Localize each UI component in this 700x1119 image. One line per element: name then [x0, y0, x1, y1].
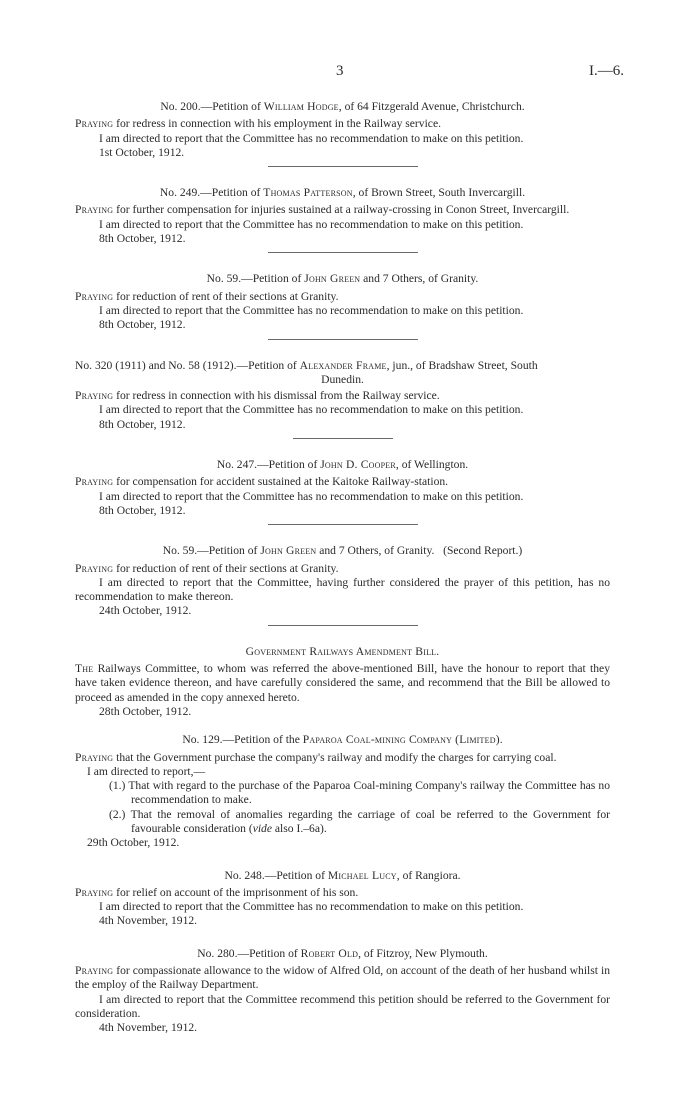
petition-heading: No. 320 (1911) and No. 58 (1912).—Petition of Alexander Frame, jun., of Bradshaw Street, South — [75, 358, 538, 372]
report-date: 8th October, 1912. — [99, 232, 186, 246]
report-date: 4th November, 1912. — [99, 914, 198, 928]
petition-heading: No. 247.—Petition of John D. Cooper, of Wellington. — [216, 458, 469, 472]
petition-heading-continued: Dunedin. — [321, 372, 364, 386]
praying-text: Praying for relief on account of the imprisonment of his son. — [75, 885, 359, 899]
section-divider — [293, 438, 393, 439]
petitioner-name: John Green — [304, 272, 361, 286]
report-text: I am directed to report that the Committee recommend this petition should be referred to the Government for consideration. — [75, 992, 610, 1020]
petition-heading: No. 59.—Petition of John Green and 7 Others, of Granity. — [206, 272, 479, 286]
spacer — [75, 929, 610, 947]
petition-heading: No. 249.—Petition of Thomas Patterson, of Brown Street, South Invercargill. — [159, 186, 526, 200]
petition-entry — [75, 359, 610, 439]
section-divider — [268, 166, 418, 167]
document-body — [75, 100, 610, 1036]
bill-title: Government Railways Amendment Bill. — [245, 644, 440, 658]
petition-heading: No. 200.—Petition of William Hodge, of 64 Fitzgerald Avenue, Christchurch. — [160, 100, 525, 113]
report-text: I am directed to report that the Committee has no recommendation to make on this petition. — [99, 489, 524, 503]
report-text: I am directed to report,— — [87, 764, 206, 778]
petition-entry — [75, 869, 610, 947]
paper-reference: I.—6. — [589, 63, 624, 79]
report-text: I am directed to report that the Committee has no recommendation to make on this petition. — [99, 900, 524, 914]
section-divider — [268, 524, 418, 525]
report-text: I am directed to report that the Committee has no recommendation to make on this petition. — [99, 303, 524, 317]
praying-text: Praying that the Government purchase the company's railway and modify the charges for carrying coal. — [75, 750, 557, 764]
petition-entry — [75, 733, 610, 868]
report-date: 4th November, 1912. — [99, 1021, 198, 1035]
page-number: 3 — [336, 63, 344, 79]
petition-entry — [75, 544, 610, 625]
list-item: (2.) That the removal of anomalies regarding the carriage of coal be referred to the Government for favourable consideration (vide also I.–6a). — [109, 807, 610, 835]
report-date: 28th October, 1912. — [99, 704, 192, 718]
praying-text: Praying for further compensation for injuries sustained at a railway-crossing in Conon Street, Invercargill. — [75, 203, 570, 217]
report-text: I am directed to report that the Committee has no recommendation to make on this petition. — [99, 131, 524, 145]
praying-text: Praying for compassionate allowance to the widow of Alfred Old, on account of the death of her husband whilst in the employ of the Railway Department. — [75, 964, 610, 992]
report-date: 8th October, 1912. — [99, 503, 186, 517]
petitioner-name: Michael Lucy — [327, 868, 397, 882]
praying-text: Praying for redress in connection with his employment in the Railway service. — [75, 117, 441, 131]
praying-text: Praying for reduction of rent of their sections at Granity. — [75, 561, 339, 575]
report-text: I am directed to report that the Committee has no recommendation to make on this petition. — [99, 403, 524, 417]
spacer — [75, 719, 610, 733]
petition-entry — [75, 272, 610, 339]
report-date: 29th October, 1912. — [87, 836, 180, 850]
petition-heading: No. 248.—Petition of Michael Lucy, of Rangiora. — [224, 868, 461, 882]
petition-heading: No. 280.—Petition of Robert Old, of Fitzroy, New Plymouth. — [197, 946, 488, 960]
spacer — [75, 851, 610, 869]
bill-report-text: The Railways Committee, to whom was referred the above-mentioned Bill, have the honour to report that they have taken evidence thereon, and have carefully considered the same, and recommend that the Bill be allowed to proceed as amended in the copy annexed hereto. — [75, 662, 610, 704]
praying-text: Praying for redress in connection with his dismissal from the Railway service. — [75, 389, 440, 403]
petitioner-name: Paparoa Coal-mining Company (Limited) — [302, 733, 500, 747]
petitioner-name: Thomas Patterson — [263, 186, 353, 200]
section-divider — [268, 625, 418, 626]
petition-entry — [75, 947, 610, 1036]
petitioner-name: John D. Cooper — [320, 458, 396, 472]
report-date: 24th October, 1912. — [99, 604, 192, 618]
report-date: 8th October, 1912. — [99, 417, 186, 431]
petitioner-name: Alexander Frame — [299, 358, 387, 372]
praying-text: Praying for reduction of rent of their sections at Granity. — [75, 289, 339, 303]
report-date: 8th October, 1912. — [99, 318, 186, 332]
section-divider — [268, 252, 418, 253]
petition-entry — [75, 100, 610, 167]
praying-text: Praying for compensation for accident sustained at the Kaitoke Railway-station. — [75, 475, 449, 489]
section-divider — [268, 339, 418, 340]
petition-entry — [75, 186, 610, 253]
list-item: (1.) That with regard to the purchase of the Paparoa Coal-mining Company's railway the Committee has no recommendation to make. — [109, 779, 610, 807]
petitioner-name: William Hodge — [263, 100, 339, 113]
petitioner-name: Robert Old — [300, 946, 359, 960]
report-date: 1st October, 1912. — [99, 145, 185, 159]
page-header — [0, 64, 700, 80]
bill-entry — [75, 645, 610, 733]
petition-heading: No. 129.—Petition of the Paparoa Coal-mining Company (Limited). — [182, 733, 503, 747]
petitioner-name: John Green — [260, 544, 317, 558]
petition-entry — [75, 458, 610, 525]
report-text: I am directed to report that the Committee has no recommendation to make on this petition. — [99, 217, 524, 231]
petition-heading: No. 59.—Petition of John Green and 7 Others, of Granity. (Second Report.) — [162, 544, 523, 558]
report-text: I am directed to report that the Committee, having further considered the prayer of this petition, has no recommendation to make thereon. — [75, 575, 610, 604]
